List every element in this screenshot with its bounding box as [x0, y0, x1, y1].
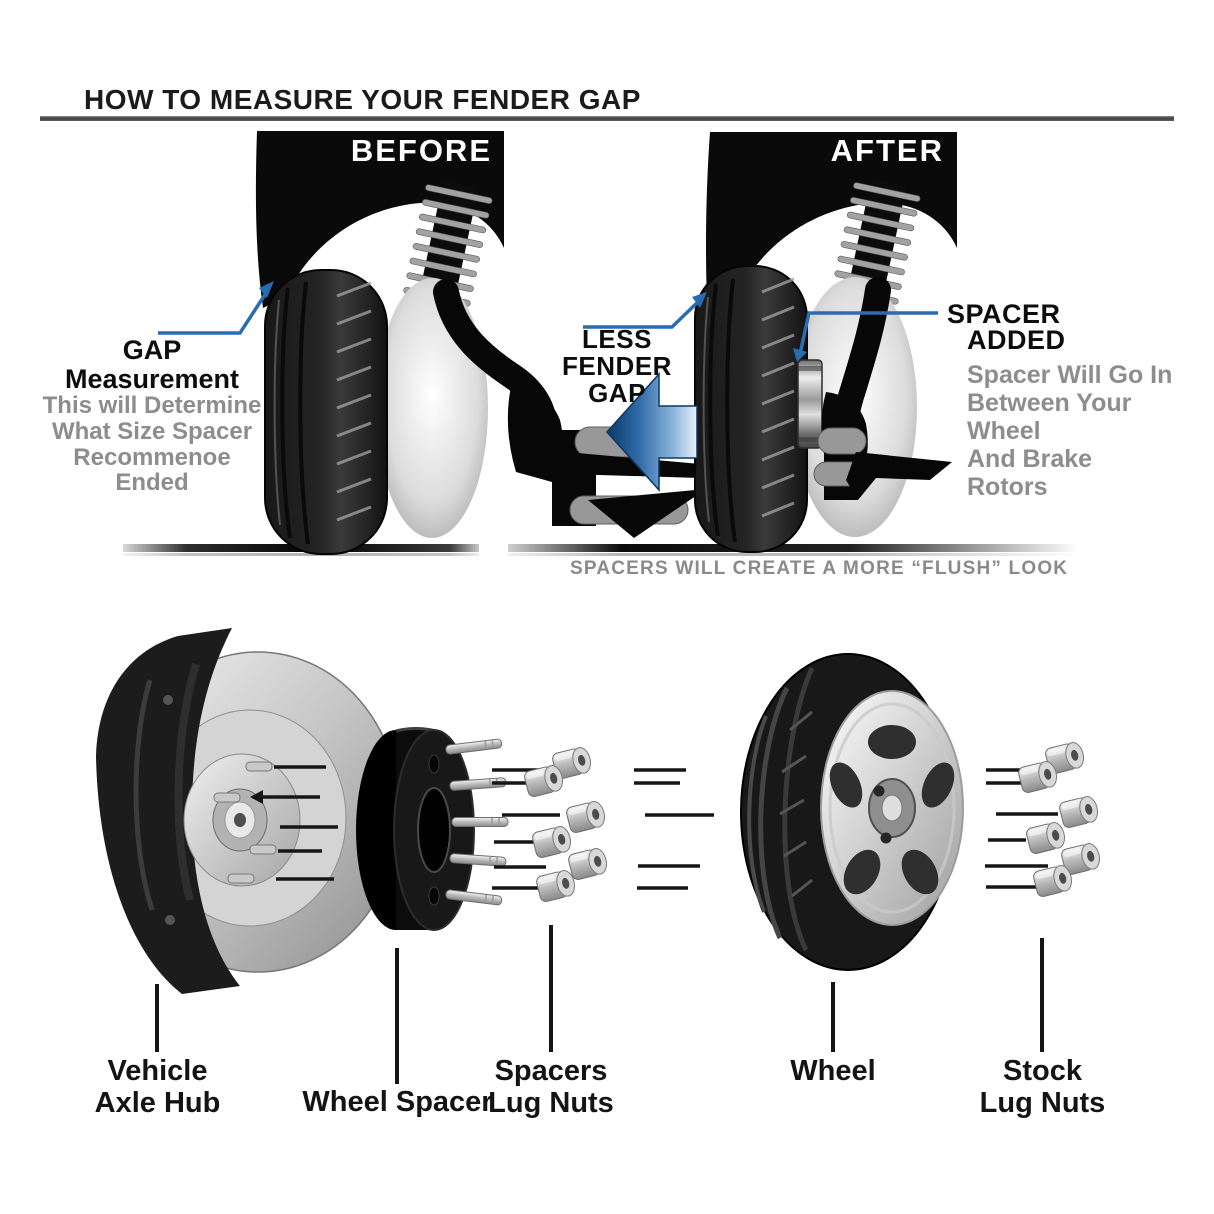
gap-title-line2: Measurement [64, 363, 240, 394]
gap-measurement-label [38, 336, 266, 496]
flush-look-caption: SPACERS WILL CREATE A MORE “FLUSH” LOOK [570, 558, 1069, 579]
wheel-barrel-before [376, 278, 488, 538]
label-spacers-lug-nuts: Spacers Lug Nuts [488, 1055, 614, 1119]
spacer-added-label [947, 301, 1177, 501]
less-fender-gap-label [534, 326, 700, 407]
label-vehicle-axle-hub: Vehicle Axle Hub [94, 1055, 221, 1119]
spacer-desc-line3: And Brake Rotors [967, 444, 1093, 501]
spacer-title-line2: ADDED [967, 325, 1066, 356]
spacer-desc-line2: Between Your Wheel [967, 388, 1132, 445]
label-wheel-spacer: Wheel Spacer [302, 1086, 493, 1118]
gap-desc-line3: Recommenoe Ended [73, 443, 231, 497]
spacer-desc-line1: Spacer Will Go In [967, 360, 1173, 389]
tire-before [265, 270, 387, 554]
label-wheel: Wheel [790, 1055, 876, 1087]
page-title: HOW TO MEASURE YOUR FENDER GAP [84, 84, 641, 115]
spacer-title-line1: SPACER [947, 299, 1061, 329]
wheel-illustration [741, 654, 963, 1052]
stock-lug-nuts-illustration [985, 741, 1102, 1052]
spacers-lug-nuts-illustration [492, 746, 714, 1052]
gap-title-line1: GAP [122, 335, 182, 365]
less-line1: LESS [582, 324, 652, 354]
title-underline [40, 116, 1174, 121]
label-stock-lug-nuts: Stock Lug Nuts [979, 1055, 1106, 1119]
wheel-spacer-installed [798, 360, 822, 448]
ground-line-after [508, 544, 1078, 556]
gap-desc-line1: This will Determine [42, 392, 262, 420]
axle-hub-illustration [96, 628, 400, 1052]
less-line2: FENDER GAP [562, 351, 672, 409]
tire-after [695, 266, 807, 552]
less-gap-pointer-line [583, 292, 707, 327]
gap-desc-line2: What Size Spacer [51, 417, 253, 445]
gap-pointer-line [158, 281, 274, 333]
before-badge: BEFORE [350, 133, 492, 168]
after-badge: AFTER [830, 133, 944, 168]
wheel-spacer-illustration [356, 729, 508, 1085]
